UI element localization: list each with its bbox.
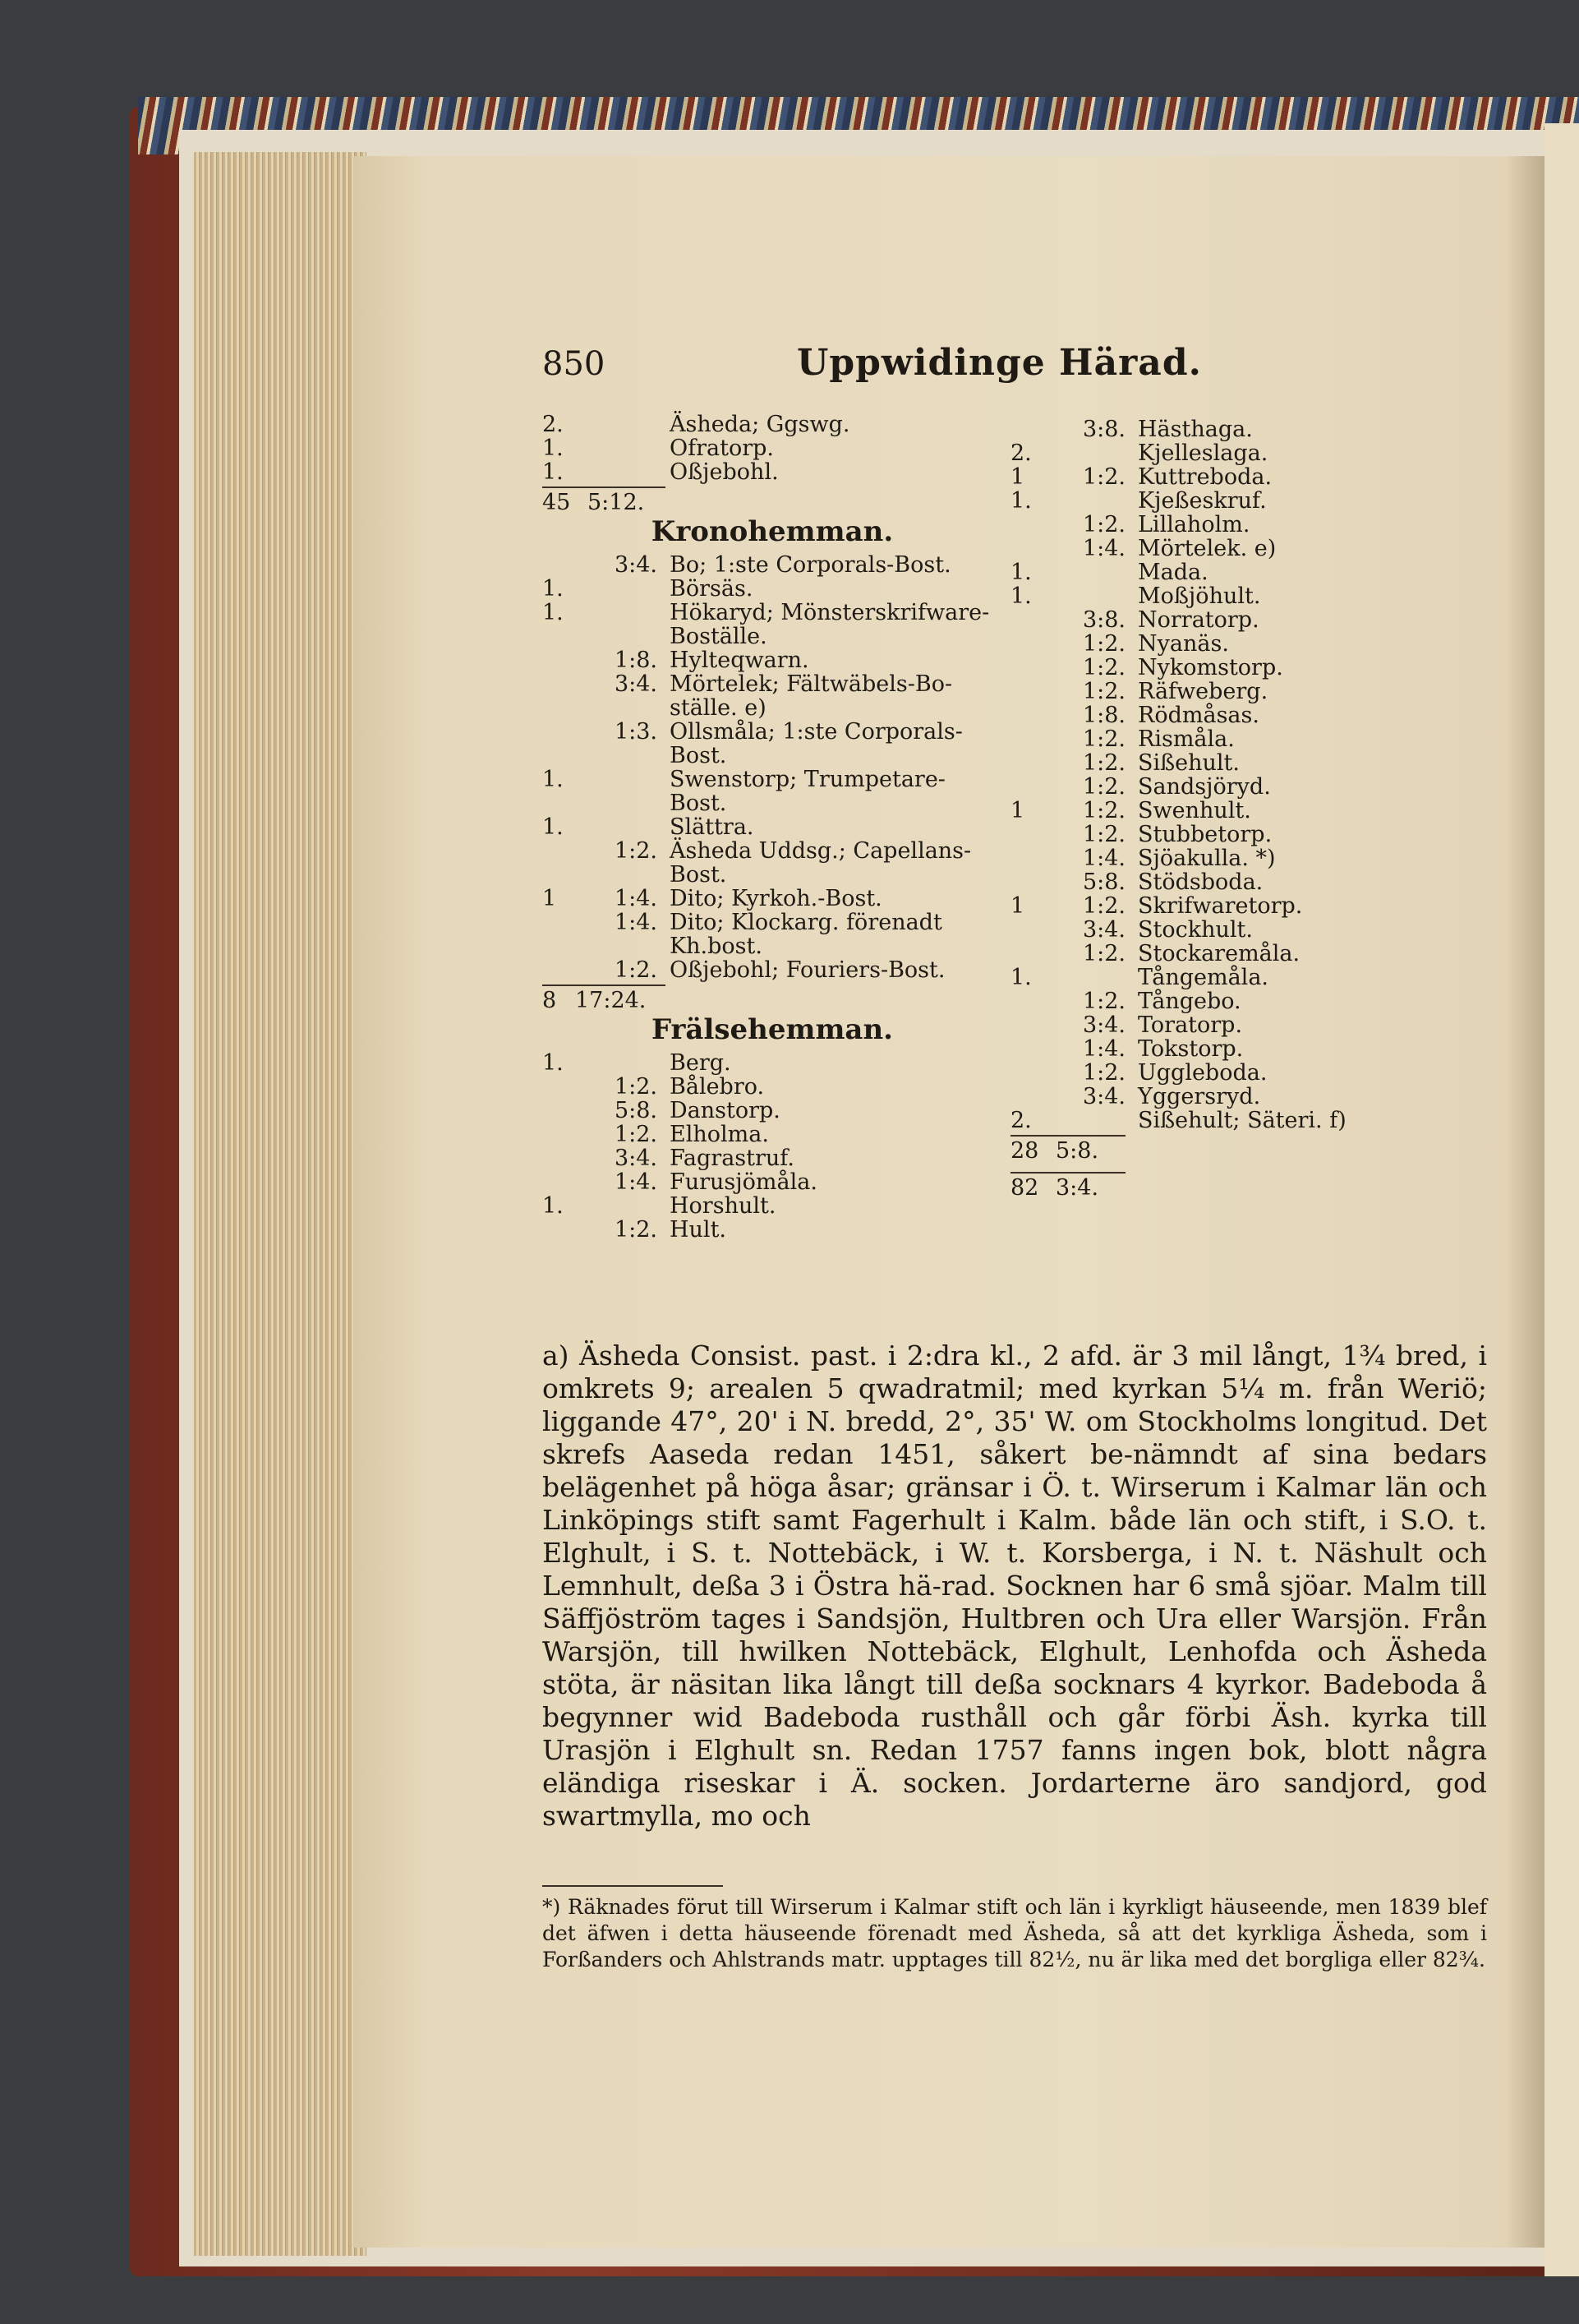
place-name: Rismåla.: [1138, 726, 1235, 752]
table-row: [542, 1123, 1019, 1146]
total-fraction: 5:12.: [587, 490, 645, 515]
place-name: Hult.: [670, 1217, 727, 1243]
total-row: [542, 989, 1019, 1013]
count-cell: 2.: [1010, 1108, 1032, 1133]
table-row: [1010, 846, 1471, 870]
fraction-cell: 1:4.: [614, 1169, 657, 1195]
column-rule: [1010, 1135, 1126, 1137]
total-count: 45: [542, 490, 571, 515]
place-name: Hökaryd; Mönsterskrifware-: [670, 600, 990, 625]
place-name: Mörtelek; Fältwäbels-Bo-: [670, 671, 953, 697]
fraction-cell: 1:2.: [1082, 893, 1126, 919]
place-name: Swenstorp; Trumpetare-: [670, 767, 946, 792]
place-name: Bost.: [670, 791, 727, 816]
table-row: [1010, 727, 1471, 751]
place-name: Nyanäs.: [1138, 631, 1229, 657]
place-name: Oßjebohl.: [670, 459, 779, 485]
total-row: [542, 491, 1019, 515]
fraction-cell: 1:4.: [1082, 536, 1126, 561]
fraction-cell: 1:2.: [1082, 679, 1126, 704]
place-name: Yggersryd.: [1138, 1084, 1261, 1109]
fraction-cell: 1:2.: [1082, 512, 1126, 537]
count-cell: 1.: [542, 767, 564, 792]
table-row: [1010, 632, 1471, 656]
table-row: [542, 744, 1019, 768]
place-name: Nykomstorp.: [1138, 655, 1283, 680]
place-name: Stockhult.: [1138, 917, 1253, 943]
fraction-cell: 1:2.: [614, 1122, 657, 1147]
table-row: [542, 413, 1019, 436]
table-row: [1010, 703, 1471, 727]
place-name: Kjeßeskruf.: [1138, 488, 1267, 514]
table-row: [1010, 608, 1471, 632]
table-row: [1010, 513, 1471, 537]
fraction-cell: 3:4.: [1082, 1084, 1126, 1109]
table-row: [1010, 489, 1471, 513]
place-name: Sandsjöryd.: [1138, 774, 1271, 800]
fraction-cell: 3:4.: [614, 671, 657, 697]
table-row: [542, 934, 1019, 958]
fraction-cell: 1:4.: [614, 910, 657, 935]
count-cell: 2.: [542, 412, 564, 437]
table-row: [1010, 584, 1471, 608]
place-name: Kh.bost.: [670, 934, 762, 959]
fraction-cell: 1:2.: [1082, 750, 1126, 776]
place-name: Slättra.: [670, 814, 754, 840]
table-row: [1010, 942, 1471, 966]
count-cell: 1: [1010, 798, 1025, 823]
table-row: [1010, 989, 1471, 1013]
table-row: [542, 648, 1019, 672]
fraction-cell: 1:2.: [1082, 1060, 1126, 1086]
left-rows-2: [542, 1051, 1019, 1242]
table-row: [542, 791, 1019, 815]
table-row: [542, 1075, 1019, 1099]
place-name: Hylteqwarn.: [670, 648, 809, 673]
fraction-cell: 3:4.: [1082, 917, 1126, 943]
total-count: 8: [542, 988, 557, 1013]
page-gutter: [1505, 156, 1546, 2248]
count-cell: 1.: [542, 814, 564, 840]
total-fraction: 17:24.: [575, 988, 647, 1013]
count-cell: 1: [1010, 464, 1025, 490]
table-row: [542, 863, 1019, 887]
table-row: [1010, 1037, 1471, 1061]
fraction-cell: 3:8.: [1082, 607, 1126, 633]
table-row: [542, 601, 1019, 625]
fraction-cell: 1:2.: [614, 957, 657, 983]
place-name: Stubbetorp.: [1138, 822, 1273, 847]
column-rule: [542, 984, 665, 986]
place-name: Ofratorp.: [670, 436, 775, 461]
fraction-cell: 1:4.: [1082, 846, 1126, 871]
page-header: [542, 337, 1487, 386]
table-row: [1010, 775, 1471, 799]
table-row: [542, 553, 1019, 577]
count-cell: 1.: [1010, 583, 1032, 609]
table-row: [1010, 560, 1471, 584]
table-row: [542, 1194, 1019, 1218]
place-name: Räfweberg.: [1138, 679, 1268, 704]
left-column: [542, 413, 1019, 1242]
table-row: [1010, 441, 1471, 465]
place-name: Rödmåsas.: [1138, 703, 1259, 728]
count-cell: 1.: [542, 576, 564, 602]
count-cell: 1.: [1010, 488, 1032, 514]
total-count: 82: [1010, 1175, 1039, 1201]
place-name: Stockaremåla.: [1138, 941, 1300, 966]
place-name: Fagrastruf.: [670, 1146, 794, 1171]
table-row: [1010, 1061, 1471, 1085]
right-rows: [1010, 417, 1471, 1132]
column-rule: [1010, 1172, 1126, 1174]
total-row: [1010, 1139, 1471, 1164]
fraction-cell: 5:8.: [1082, 869, 1126, 895]
fraction-cell: 1:2.: [1082, 941, 1126, 966]
table-row: [1010, 1013, 1471, 1037]
fraction-cell: 1:2.: [614, 1217, 657, 1243]
place-name: Berg.: [670, 1050, 731, 1076]
table-row: [1010, 1109, 1471, 1132]
count-cell: 1.: [1010, 560, 1032, 585]
count-cell: 1: [542, 886, 557, 911]
place-name: Tångemåla.: [1138, 965, 1268, 990]
table-row: [542, 1170, 1019, 1194]
table-row: [1010, 1085, 1471, 1109]
place-name: ställe. e): [670, 695, 766, 721]
place-name: Äsheda Uddsg.; Capellans-: [670, 838, 972, 864]
fraction-cell: 1:4.: [1082, 1036, 1126, 1062]
place-name: Bo; 1:ste Corporals-Bost.: [670, 552, 951, 578]
table-row: [542, 911, 1019, 934]
place-name: Bost.: [670, 862, 727, 888]
place-name: Danstorp.: [670, 1098, 780, 1123]
footnote: *) Räknades förut till Wirserum i Kalmar stift och län i kyrkligt häuseende, men 1839 blef det äfwen i detta häuseende förenadt med Äsheda, så att det kyrkliga Äsheda, som i Forßanders och Ahlstrands matr. upptages till 82½, nu är lika med det borgliga eller 82¾.: [542, 1895, 1487, 1971]
place-name: Toratorp.: [1138, 1012, 1243, 1038]
table-row: [542, 625, 1019, 648]
left-rows-1: [542, 553, 1019, 982]
table-row: [542, 1051, 1019, 1075]
footnote-rule: [542, 1885, 723, 1887]
page-number: 850: [542, 345, 605, 383]
place-name: Mörtelek. e): [1138, 536, 1277, 561]
fraction-cell: 1:3.: [614, 719, 657, 745]
total-fraction: 5:8.: [1056, 1138, 1099, 1164]
count-cell: 1.: [542, 600, 564, 625]
table-row: [1010, 799, 1471, 823]
place-name: Elholma.: [670, 1122, 769, 1147]
count-cell: 1.: [542, 1193, 564, 1219]
fraction-cell: 1:2.: [1082, 774, 1126, 800]
running-title: Uppwidinge Härad.: [797, 342, 1202, 384]
table-row: [542, 672, 1019, 696]
place-name: Äsheda; Ggswg.: [670, 412, 850, 437]
count-cell: 1.: [1010, 965, 1032, 990]
table-row: [1010, 870, 1471, 894]
place-name: Tångebo.: [1138, 989, 1241, 1014]
table-row: [1010, 537, 1471, 560]
table-row: [1010, 823, 1471, 846]
fraction-cell: 1:2.: [1082, 798, 1126, 823]
place-name: Horshult.: [670, 1193, 776, 1219]
place-name: Sißehult.: [1138, 750, 1240, 776]
place-name: Bålebro.: [670, 1074, 765, 1100]
place-name: Dito; Klockarg. förenadt: [670, 910, 942, 935]
place-name: Dito; Kyrkoh.-Bost.: [670, 886, 882, 911]
place-name: Hästhaga.: [1138, 417, 1253, 442]
place-name: Oßjebohl; Fouriers-Bost.: [670, 957, 946, 983]
table-row: [542, 720, 1019, 744]
place-name: Tokstorp.: [1138, 1036, 1244, 1062]
table-row: [1010, 656, 1471, 680]
place-name: Boställe.: [670, 624, 767, 649]
table-row: [542, 436, 1019, 460]
place-name: Kjelleslaga.: [1138, 440, 1268, 466]
note-a: a) Äsheda Consist. past. i 2:dra kl., 2 afd. är 3 mil långt, 1¾ bred, i omkrets 9; arealen 5 qwadratmil; med kyrkan 5¼ m. från Weriö; liggande 47°, 20' i N. bredd, 2°, 35' W. om Stockholms longitud. Det skrefs Aaseda redan 1451, såkert be-nämndt af sina bedars belägenhet på höga åsar; gränsar i Ö. t. Wirserum i Kalmar län och Linköpings stift samt Fagerhult i Kalm. både län och stift, i S.O. t. Elghult, i S. t. Nottebäck, i W. t. Korsberga, i N. t. Näshult och Lemnhult, deßa 3 i Östra hä-rad. Socknen har 6 små sjöar. Malm till Säffjöström tages i Sandsjön, Hultbren och Ura eller Warsjön. Från Warsjön, till hwilken Nottebäck, Elghult, Lenhofda och Äsheda stöta, är näsitan lika långt till deßa socknars 4 kyrkor. Badeboda å begynner wid Badeboda rusthåll och går förbi Äsh. kyrka till Urasjön i Elghult sn. Redan 1757 fanns ingen bok, blott några eländiga riseskar i Ä. socken. Jordarterne äro sandjord, god swartmylla, mo och: [542, 1340, 1487, 1832]
left-top-rows: [542, 413, 1019, 484]
table-row: [542, 577, 1019, 601]
fraction-cell: 3:8.: [1082, 417, 1126, 442]
fraction-cell: 3:4.: [614, 552, 657, 578]
place-name: Mada.: [1138, 560, 1208, 585]
fraction-cell: 1:2.: [1082, 631, 1126, 657]
place-name: Swenhult.: [1138, 798, 1251, 823]
fraction-cell: 1:2.: [1082, 655, 1126, 680]
table-row: [542, 887, 1019, 911]
table-row: [1010, 918, 1471, 942]
table-row: [1010, 680, 1471, 703]
table-row: [1010, 465, 1471, 489]
place-name: Kuttreboda.: [1138, 464, 1273, 490]
count-cell: 1.: [542, 459, 564, 485]
fraction-cell: 1:2.: [614, 838, 657, 864]
total-fraction: 3:4.: [1056, 1175, 1099, 1201]
place-name: Börsäs.: [670, 576, 753, 602]
fraction-cell: 3:4.: [1082, 1012, 1126, 1038]
fraction-cell: 3:4.: [614, 1146, 657, 1171]
page-edges: [194, 152, 366, 2256]
right-column: [1010, 417, 1471, 1201]
table-row: [542, 1099, 1019, 1123]
place-name: Stödsboda.: [1138, 869, 1264, 895]
fraction-cell: 1:2.: [1082, 726, 1126, 752]
total-row: [1010, 1176, 1471, 1201]
fraction-cell: 1:2.: [1082, 989, 1126, 1014]
total-count: 28: [1010, 1138, 1039, 1164]
place-name: Moßjöhult.: [1138, 583, 1261, 609]
place-name: Skrifwaretorp.: [1138, 893, 1303, 919]
count-cell: 1.: [542, 1050, 564, 1076]
table-row: [542, 460, 1019, 484]
table-row: [542, 696, 1019, 720]
fraction-cell: 1:2.: [1082, 822, 1126, 847]
count-cell: 2.: [1010, 440, 1032, 466]
table-row: [542, 1218, 1019, 1242]
count-cell: 1.: [542, 436, 564, 461]
table-row: [1010, 966, 1471, 989]
table-row: [542, 815, 1019, 839]
place-name: Norratorp.: [1138, 607, 1259, 633]
table-row: [1010, 417, 1471, 441]
place-name: Sjöakulla. *): [1138, 846, 1276, 871]
count-cell: 1: [1010, 893, 1025, 919]
section-heading: Kronohemman.: [651, 515, 894, 548]
table-row: [1010, 894, 1471, 918]
column-rule: [542, 486, 665, 488]
fraction-cell: 1:4.: [614, 886, 657, 911]
place-name: Bost.: [670, 743, 727, 768]
fraction-cell: 1:8.: [614, 648, 657, 673]
fraction-cell: 1:8.: [1082, 703, 1126, 728]
fraction-cell: 1:2.: [1082, 464, 1126, 490]
fraction-cell: 1:2.: [614, 1074, 657, 1100]
place-name: Ollsmåla; 1:ste Corporals-: [670, 719, 963, 745]
table-row: [1010, 751, 1471, 775]
place-name: Furusjömåla.: [670, 1169, 817, 1195]
place-name: Sißehult; Säteri. f): [1138, 1108, 1347, 1133]
table-row: [542, 768, 1019, 791]
place-name: Uggleboda.: [1138, 1060, 1268, 1086]
table-row: [542, 1146, 1019, 1170]
fraction-cell: 5:8.: [614, 1098, 657, 1123]
table-row: [542, 839, 1019, 863]
facing-page-edge: [1544, 123, 1579, 2276]
place-name: Lillaholm.: [1138, 512, 1250, 537]
section-heading: Frälsehemman.: [651, 1013, 894, 1046]
table-row: [542, 958, 1019, 982]
